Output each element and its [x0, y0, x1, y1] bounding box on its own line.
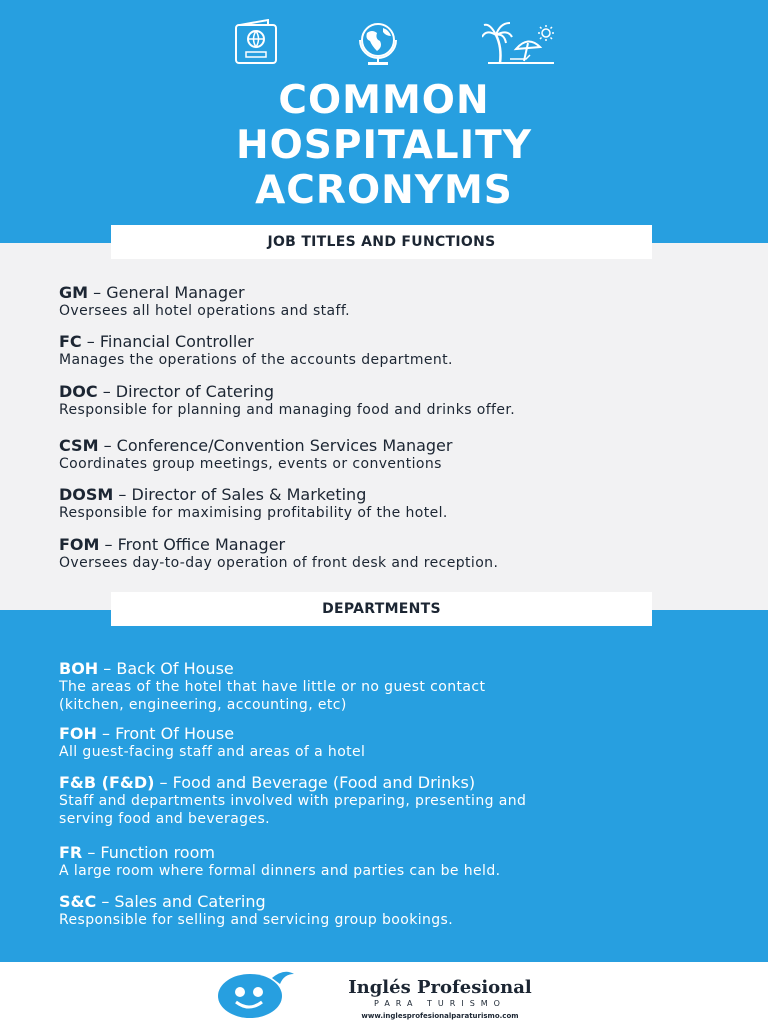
acronym-description: Responsible for selling and servicing group bookings. — [59, 912, 454, 928]
acronym-entry — [59, 773, 744, 828]
acronym-entry — [59, 332, 744, 369]
acronym: GM — [59, 283, 89, 302]
acronym-description: (kitchen, engineering, accounting, etc) — [59, 697, 347, 713]
acronym-meaning: – Financial Controller — [86, 332, 254, 351]
acronym: DOC — [59, 382, 98, 401]
passport-icon — [232, 19, 284, 65]
acronym: BOH — [59, 659, 99, 678]
acronym-description: Coordinates group meetings, events or conventions — [59, 456, 442, 472]
acronym-description: Responsible for planning and managing food and drinks offer. — [59, 402, 516, 418]
header-section — [0, 0, 768, 243]
brand-name: Inglés Profesional — [348, 977, 532, 998]
acronym: CSM — [59, 436, 99, 455]
brand-logo-icon — [210, 968, 298, 1024]
acronym: S&C — [59, 892, 97, 911]
acronym-entry — [59, 535, 744, 572]
acronym-description: All guest-facing staff and areas of a hotel — [59, 744, 366, 760]
brand-block — [318, 978, 562, 1022]
acronym-entry — [59, 724, 744, 761]
acronym-meaning: – General Manager — [93, 283, 245, 302]
acronym-meaning: – Conference/Convention Services Manager — [103, 436, 453, 455]
acronym: FR — [59, 843, 83, 862]
acronym: FC — [59, 332, 82, 351]
acronym-entry — [59, 843, 744, 880]
acronym-meaning: – Sales and Catering — [101, 892, 266, 911]
acronym: DOSM — [59, 485, 114, 504]
acronym: FOH — [59, 724, 97, 743]
acronym-meaning: – Food and Beverage (Food and Drinks) — [159, 773, 476, 792]
acronym-description: Staff and departments involved with preparing, presenting and — [59, 793, 527, 809]
acronym: F&B (F&D) — [59, 773, 155, 792]
acronym-entry — [59, 283, 744, 320]
acronym-description: Manages the operations of the accounts department. — [59, 352, 453, 368]
globe-icon — [350, 19, 410, 67]
acronym-description: A large room where formal dinners and parties can be held. — [59, 863, 501, 879]
acronym-entry — [59, 485, 744, 522]
acronym-description: Responsible for maximising profitability of the hotel. — [59, 505, 448, 521]
acronym-meaning: – Front Of House — [102, 724, 235, 743]
job-titles-section — [0, 234, 768, 610]
acronym-meaning: – Back Of House — [103, 659, 234, 678]
acronym-description: serving food and beverages. — [59, 811, 271, 827]
acronym-description: The areas of the hotel that have little or no guest contact — [59, 679, 486, 695]
acronym-meaning: – Front Office Manager — [104, 535, 286, 554]
acronym: FOM — [59, 535, 100, 554]
acronym-meaning: – Function room — [87, 843, 215, 862]
acronym-entry — [59, 892, 744, 929]
beach-palm-icon — [482, 19, 558, 67]
brand-subtitle: PARA TURISMO — [374, 999, 506, 1008]
acronym-entry — [59, 659, 744, 714]
acronym-description: Oversees all hotel operations and staff. — [59, 303, 351, 319]
acronym-entry — [59, 382, 744, 419]
section-heading-job-titles: JOB TITLES AND FUNCTIONS — [111, 225, 652, 259]
acronym-meaning: – Director of Sales & Marketing — [118, 485, 367, 504]
page-title: COMMON HOSPITALITY ACRONYMS — [236, 78, 532, 213]
brand-url[interactable]: www.inglesprofesionalparaturismo.com — [361, 1012, 519, 1020]
acronym-entry — [59, 436, 744, 473]
departments-section — [0, 601, 768, 962]
acronym-meaning: – Director of Catering — [102, 382, 275, 401]
section-heading-departments: DEPARTMENTS — [111, 592, 652, 626]
acronym-description: Oversees day-to-day operation of front desk and reception. — [59, 555, 499, 571]
